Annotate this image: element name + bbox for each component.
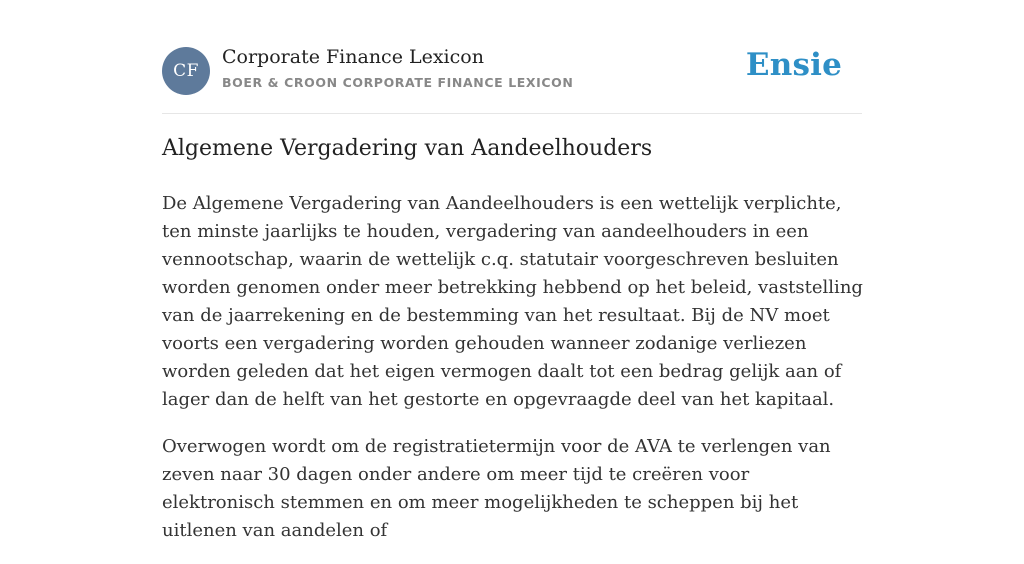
lexicon-title[interactable]: Corporate Finance Lexicon: [222, 46, 484, 68]
lexicon-subtitle: BOER & CROON CORPORATE FINANCE LEXICON: [222, 75, 574, 90]
lexicon-avatar[interactable]: CF: [162, 47, 210, 95]
content-column: [162, 0, 863, 541]
lexicon-header: [162, 0, 862, 114]
entry-paragraph: Overwogen wordt om de registratietermijn voor de AVA te verlengen van zeven naar 30 dagen onder andere om meer tijd te creëren voor elektronisch stemmen en om meer mogelijkheden te scheppen bij het uitlenen van aandelen of: [162, 436, 831, 541]
entry-body: [162, 190, 865, 564]
entry-title: Algemene Vergadering van Aandeelhouders: [162, 136, 653, 161]
ensie-logo[interactable]: Ensie: [745, 47, 842, 83]
entry-paragraph: De Algemene Vergadering van Aandeelhouders is een wettelijk verplichte, ten minste jaarlijks te houden, vergadering van aandeelhouders in een vennootschap, waarin de wettelijk c.q. statutair voorgeschreven besluiten worden genomen onder meer betrekking hebbend op het beleid, vaststelling van de jaarrekening en de bestemming van het resultaat. Bij de NV moet voorts een vergadering worden gehouden wanneer zodanige verliezen worden geleden dat het eigen vermogen daalt tot een bedrag gelijk aan of lager dan de helft van het gestorte en opgevraagde deel van het kapitaal.: [162, 193, 863, 410]
